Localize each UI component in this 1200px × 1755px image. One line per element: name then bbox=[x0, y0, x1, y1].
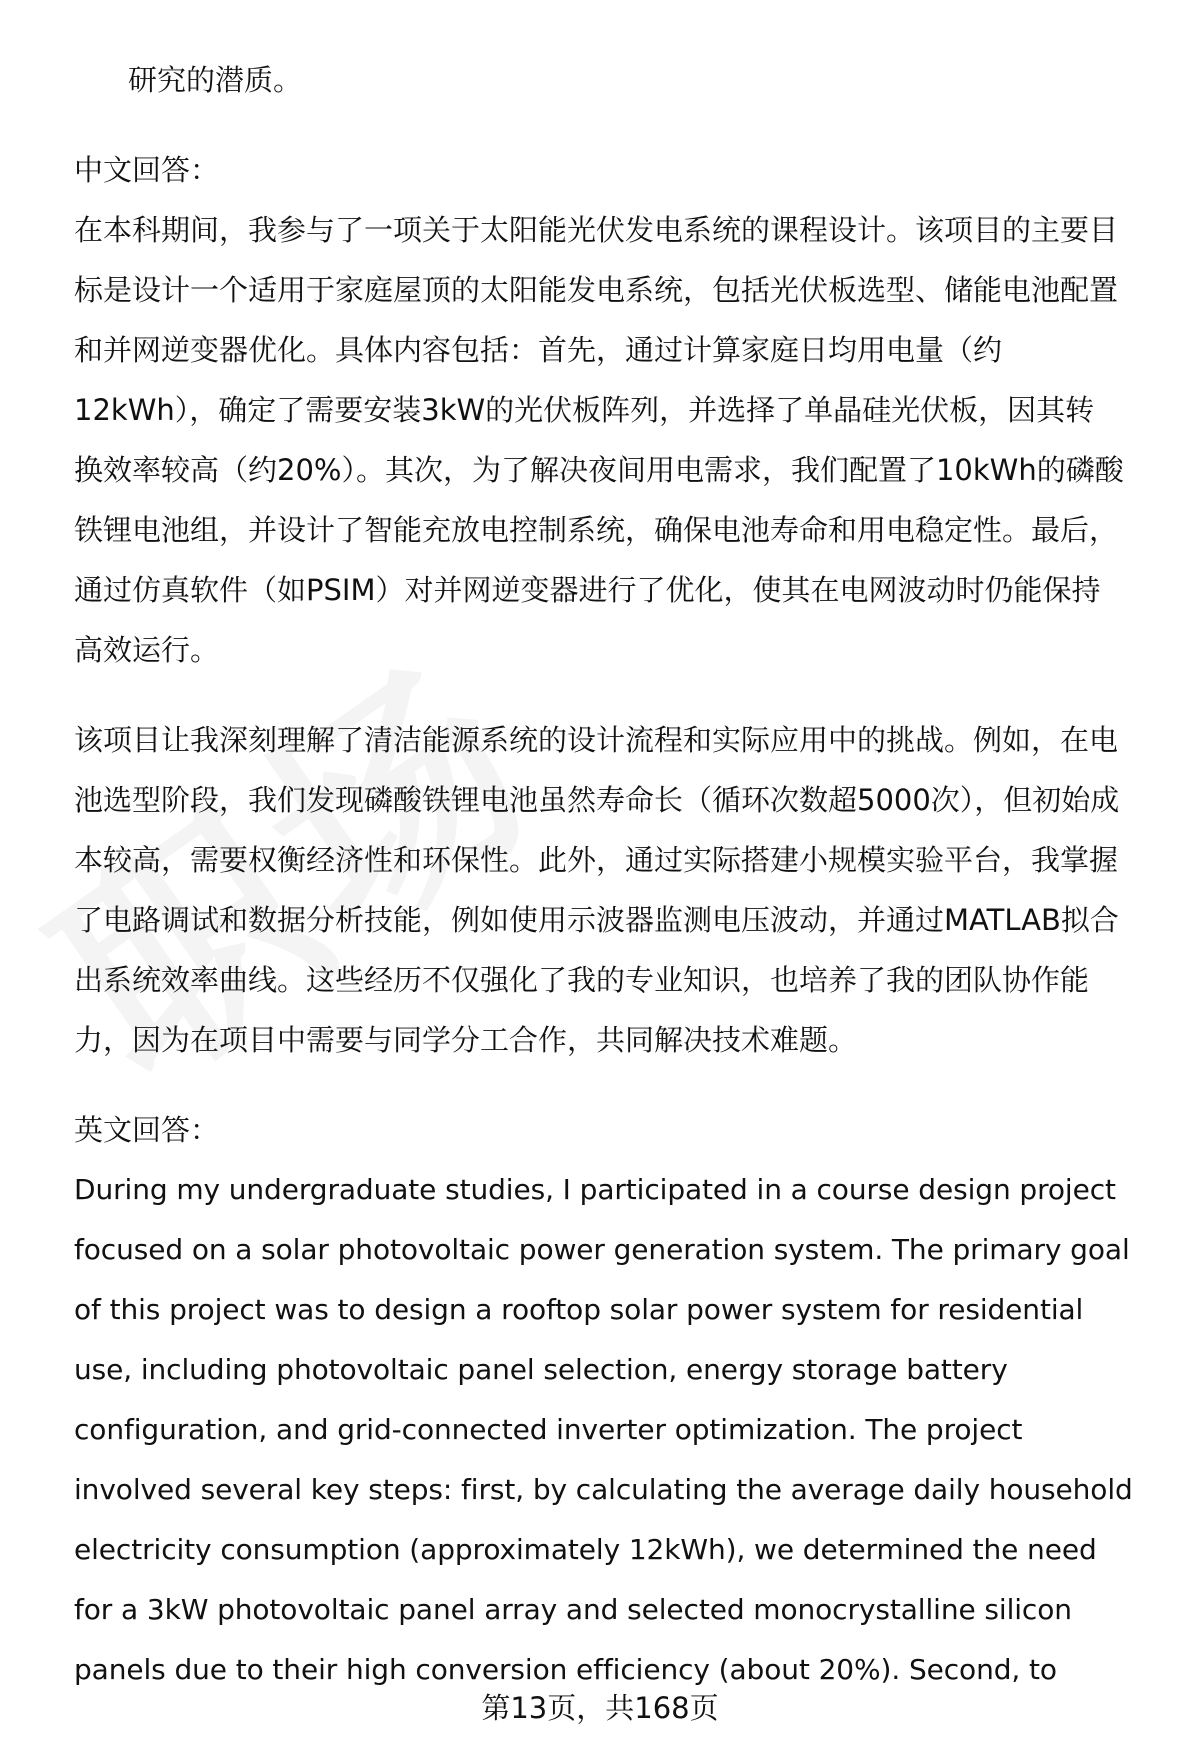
en-line: electricity consumption (approximately 12kWh), we determined the need bbox=[74, 1533, 1097, 1566]
zh-p2-line: 了电路调试和数据分析技能，例如使用示波器监测电压波动，并通过MATLAB拟合 bbox=[74, 903, 1119, 937]
en-line: for a 3kW photovoltaic panel array and selected monocrystalline silicon bbox=[74, 1593, 1072, 1626]
zh-paragraph-1 bbox=[74, 200, 1164, 680]
en-line: panels due to their high conversion efficiency (about 20%). Second, to bbox=[74, 1653, 1057, 1686]
zh-p1-line: 在本科期间，我参与了一项关于太阳能光伏发电系统的课程设计。该项目的主要目 bbox=[74, 213, 1119, 247]
page-number-footer: 第13页，共168页 bbox=[481, 1691, 719, 1725]
en-line: configuration, and grid-connected inverter optimization. The project bbox=[74, 1413, 1023, 1446]
en-line: of this project was to design a rooftop solar power system for residential bbox=[74, 1293, 1084, 1326]
paragraph-gap bbox=[74, 110, 1164, 140]
zh-p1-line: 铁锂电池组，并设计了智能充放电控制系统，确保电池寿命和用电稳定性。最后， bbox=[74, 513, 1119, 547]
zh-paragraph-2 bbox=[74, 710, 1164, 1070]
zh-p1-line: 换效率较高（约20%）。其次，为了解决夜间用电需求，我们配置了10kWh的磷酸 bbox=[74, 453, 1124, 487]
zh-p2-line: 力，因为在项目中需要与同学分工合作，共同解决技术难题。 bbox=[74, 1023, 858, 1057]
zh-answer-heading: 中文回答： bbox=[74, 153, 220, 187]
zh-p1-line: 和并网逆变器优化。具体内容包括：首先，通过计算家庭日均用电量（约 bbox=[74, 333, 1003, 367]
zh-p1-line: 标是设计一个适用于家庭屋顶的太阳能发电系统，包括光伏板选型、储能电池配置 bbox=[74, 273, 1119, 307]
zh-p2-line: 出系统效率曲线。这些经历不仅强化了我的专业知识，也培养了我的团队协作能 bbox=[74, 963, 1090, 997]
paragraph-gap bbox=[74, 1070, 1164, 1100]
zh-p2-line: 池选型阶段，我们发现磷酸铁锂电池虽然寿命长（循环次数超5000次），但初始成 bbox=[74, 783, 1120, 817]
zh-p1-line: 12kWh），确定了需要安装3kW的光伏板阵列，并选择了单晶硅光伏板，因其转 bbox=[74, 393, 1095, 427]
en-line: involved several key steps: first, by calculating the average daily household bbox=[74, 1473, 1133, 1506]
paragraph-gap bbox=[74, 680, 1164, 710]
en-line: focused on a solar photovoltaic power generation system. The primary goal bbox=[74, 1233, 1130, 1266]
zh-p1-line: 高效运行。 bbox=[74, 633, 220, 667]
en-paragraph bbox=[74, 1160, 1164, 1700]
en-line: use, including photovoltaic panel selection, energy storage battery bbox=[74, 1353, 1008, 1386]
zh-p2-line: 本较高，需要权衡经济性和环保性。此外，通过实际搭建小规模实验平台，我掌握 bbox=[74, 843, 1119, 877]
zh-p1-line: 通过仿真软件（如PSIM）对并网逆变器进行了优化，使其在电网波动时仍能保持 bbox=[74, 573, 1101, 607]
intro-tail-text: 研究的潜质。 bbox=[128, 63, 303, 97]
zh-p2-line: 该项目让我深刻理解了清洁能源系统的设计流程和实际应用中的挑战。例如，在电 bbox=[74, 723, 1119, 757]
document-body bbox=[74, 50, 1164, 1700]
en-line: During my undergraduate studies, I participated in a course design project bbox=[74, 1173, 1116, 1206]
en-answer-heading: 英文回答： bbox=[74, 1113, 220, 1147]
